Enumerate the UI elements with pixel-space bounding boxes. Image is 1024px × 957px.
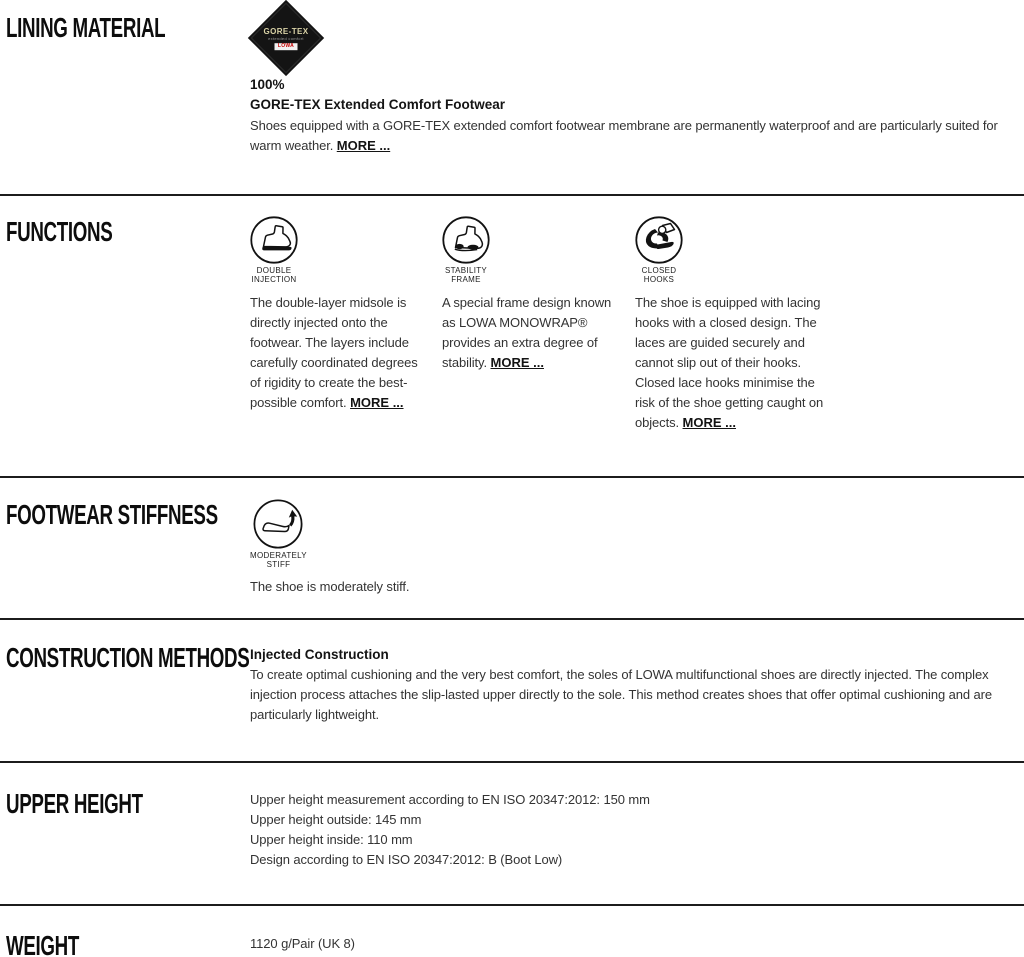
footwear-stiffness-content xyxy=(250,499,1002,618)
upper-height-heading: UPPER HEIGHT xyxy=(6,788,143,819)
double-injection-more-link[interactable]: MORE ... xyxy=(350,395,404,410)
lowa-badge: LOWA xyxy=(275,42,297,49)
stability-frame-more-link[interactable]: MORE ... xyxy=(490,355,544,370)
section-upper-height xyxy=(0,761,1024,904)
section-lining-material xyxy=(0,0,1024,194)
lining-material-content xyxy=(250,2,1002,194)
construction-description: To create optimal cushioning and the very best comfort, the soles of LOWA multifunctional shoes are directly injected. The complex injection process attaches the slip-lasted upper directly to the sole. This method creates shoes that offer optimal cushioning and are particularly lightweight. xyxy=(250,667,992,722)
construction-title: Injected Construction xyxy=(250,647,389,662)
construction-methods-content xyxy=(250,645,1000,761)
gore-tex-logo-subtext: extended comfort xyxy=(268,35,304,41)
upper-height-line: Design according to EN ISO 20347:2012: B (Boot Low) xyxy=(250,852,563,867)
upper-height-line: Upper height outside: 145 mm xyxy=(250,812,422,827)
construction-methods-heading: CONSTRUCTION METHODS xyxy=(6,642,250,673)
weight-heading: WEIGHT xyxy=(6,930,80,957)
moderately-stiff-label-line1: MODERATELY xyxy=(250,551,307,560)
function-stability-frame xyxy=(442,216,635,476)
function-double-injection xyxy=(250,216,442,476)
closed-hooks-label-line1: CLOSED xyxy=(641,266,677,275)
gore-tex-logo xyxy=(251,3,322,74)
stability-frame-label-line1: STABILITY xyxy=(444,266,488,275)
closed-hooks-label-line2: HOOKS xyxy=(643,275,675,284)
lining-description: Shoes equipped with a GORE-TEX extended comfort footwear membrane are permanently waterproof and are particularly suited for warm weather. MORE ... xyxy=(250,118,998,153)
closed-hooks-icon xyxy=(635,216,683,264)
lining-title: GORE-TEX Extended Comfort Footwear xyxy=(250,97,506,112)
upper-height-line: Upper height inside: 110 mm xyxy=(250,832,413,847)
stability-frame-description: A special frame design known as LOWA MONOWRAP® provides an extra degree of stability. MORE ... xyxy=(442,295,612,370)
gore-tex-logo-brand: GORE-TEX xyxy=(263,26,309,36)
lining-material-heading: LINING MATERIAL xyxy=(6,12,166,43)
footwear-stiffness-heading: FOOTWEAR STIFFNESS xyxy=(6,499,218,530)
lining-percentage: 100% xyxy=(250,77,285,92)
moderately-stiff-label-line2: STIFF xyxy=(266,560,291,569)
upper-height-content xyxy=(250,790,1002,904)
double-injection-label-line2: INJECTION xyxy=(251,275,297,284)
double-injection-label-line1: DOUBLE xyxy=(256,266,292,275)
lining-more-link[interactable]: MORE ... xyxy=(336,138,391,153)
double-injection-description: The double-layer midsole is directly injected onto the footwear. The layers include carefully coordinated degrees of rigidity to create the best-possible comfort. MORE ... xyxy=(250,295,418,410)
closed-hooks-description: The shoe is equipped with lacing hooks with a closed design. The laces are guided securely and cannot slip out of their hooks. Closed lace hooks minimise the risk of the shoe getting caught on objects. MORE ... xyxy=(635,295,824,430)
function-closed-hooks xyxy=(635,216,845,476)
functions-columns xyxy=(250,216,1002,476)
moderately-stiff-icon xyxy=(253,499,303,549)
section-functions xyxy=(0,194,1024,476)
closed-hooks-more-link[interactable]: MORE ... xyxy=(682,415,736,430)
weight-value: 1120 g/Pair (UK 8) xyxy=(250,936,355,951)
functions-heading: FUNCTIONS xyxy=(6,216,113,247)
upper-height-line: Upper height measurement according to EN ISO 20347:2012: 150 mm xyxy=(250,792,650,807)
stiffness-description: The shoe is moderately stiff. xyxy=(250,579,410,594)
section-footwear-stiffness xyxy=(0,476,1024,618)
section-construction-methods xyxy=(0,618,1024,761)
weight-content xyxy=(250,934,1002,957)
section-weight xyxy=(0,904,1024,957)
stability-frame-icon xyxy=(442,216,490,264)
double-injection-icon xyxy=(250,216,298,264)
stability-frame-label-line2: FRAME xyxy=(451,275,481,284)
